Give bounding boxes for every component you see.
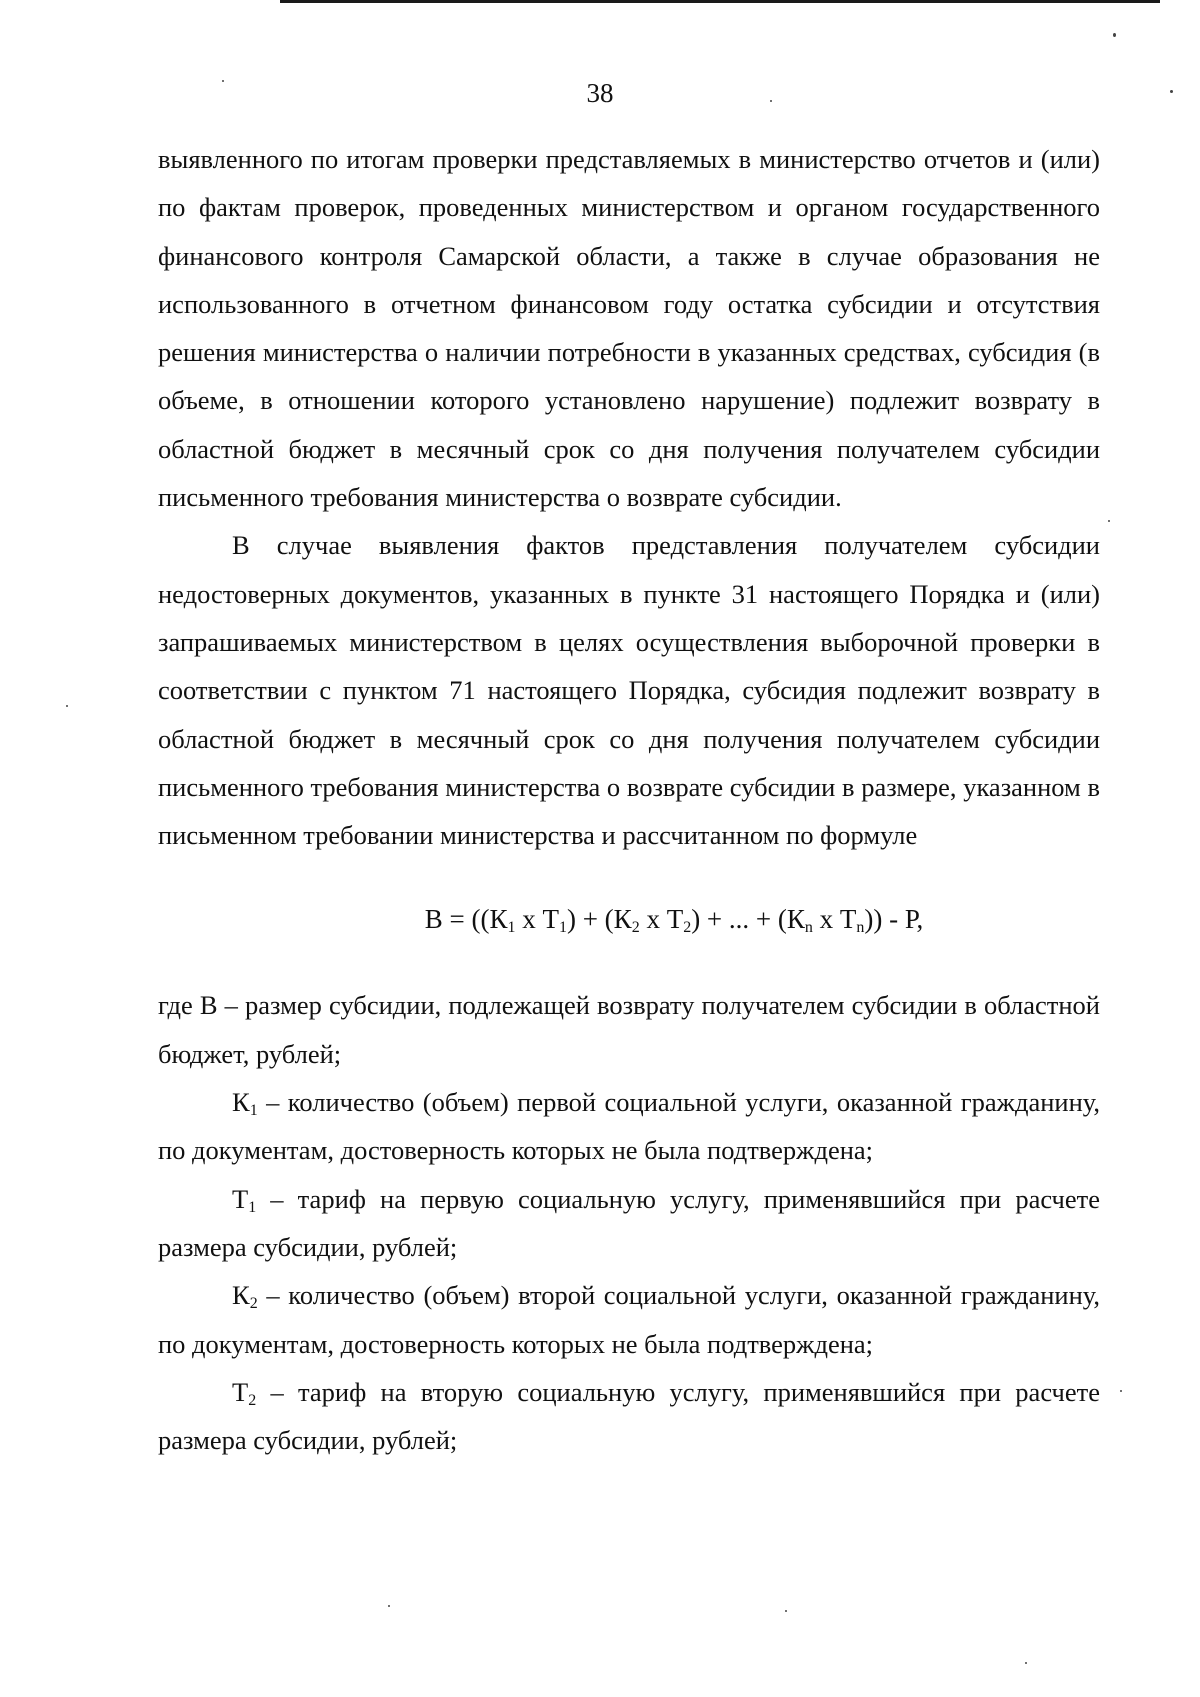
- definition-t2: [158, 1368, 1100, 1465]
- scan-speck: [1025, 1662, 1027, 1664]
- paragraph-return-conditions: выявленного по итогам проверки представляемых в министерство отчетов и (или) по фактам проверок, проведенных министерством и органом государственного финансового контроля Самарской области, а также в случае образования не использованного в отчетном финансовом году остатка субсидии и отсутствия решения министерства о наличии потребности в указанных средствах, субсидия (в объеме, в отношении которого установлено нарушение) подлежит возврату в областной бюджет в месячный срок со дня получения получателем субсидии письменного требования министерства о возврате субсидии.: [158, 144, 1100, 513]
- formula-subscript: n: [804, 919, 813, 937]
- formula-subscript: 1: [507, 919, 516, 937]
- formula-subscript: 1: [558, 919, 567, 937]
- scan-speck: [1120, 1390, 1122, 1392]
- formula-part: ) + ... + (К: [691, 904, 805, 935]
- scan-speck: [222, 80, 224, 82]
- definition-k2: [158, 1271, 1100, 1368]
- scan-speck: [1108, 520, 1110, 522]
- formula-subscript: 2: [631, 919, 640, 937]
- formula-subscript: 2: [683, 919, 692, 937]
- top-border-line: [280, 0, 1160, 3]
- formula-part: ) + (К: [566, 904, 632, 935]
- symbol-t1-subscript: 1: [248, 1198, 257, 1216]
- definition-t1-text: – тариф на первую социальную услугу, применявшийся при расчете размера субсидии, рублей;: [158, 1183, 1100, 1262]
- paragraph-false-documents: В случае выявления фактов представления получателем субсидии недостоверных документов, указанных в пункте 31 настоящего Порядка и (или) запрашиваемых министерством в целях осуществления выборочной проверки в соответствии с пунктом 71 настоящего Порядка, субсидия подлежит возврату в областной бюджет в месячный срок со дня получения получателем субсидии письменного требования министерства о возврате субсидии в размере, указанном в письменном требовании министерства и рассчитанном по формуле: [158, 530, 1100, 851]
- scan-speck: [770, 100, 772, 102]
- page-number: 38: [586, 78, 614, 108]
- formula-part: х Т: [639, 904, 684, 935]
- definition-k1: [158, 1078, 1100, 1175]
- scan-speck: [1113, 33, 1116, 37]
- symbol-t2-subscript: 2: [248, 1391, 257, 1409]
- return-amount-formula: [158, 895, 1100, 943]
- definition-k2-text: – количество (объем) второй социальной услуги, оказанной гражданину, по документам, достоверность которых не была подтверждена;: [158, 1280, 1100, 1359]
- definition-b: где В – размер субсидии, подлежащей возврату получателем субсидии в областной бюджет, рублей;: [158, 990, 1100, 1069]
- scan-speck: [785, 1610, 787, 1612]
- document-body: [158, 135, 1100, 1464]
- symbol-k1: К: [232, 1087, 250, 1118]
- symbol-t1: Т: [232, 1183, 249, 1214]
- formula-part: В = ((К: [424, 904, 508, 935]
- symbol-k2-subscript: 2: [249, 1295, 258, 1313]
- definition-t1: [158, 1175, 1100, 1272]
- definition-k1-text: – количество (объем) первой социальной услуги, оказанной гражданину, по документам, достоверность которых не была подтверждена;: [158, 1087, 1100, 1166]
- scan-speck: [1170, 90, 1173, 93]
- formula-part: х Т: [515, 904, 559, 935]
- formula-part: х Т: [812, 904, 857, 935]
- symbol-k1-subscript: 1: [249, 1102, 258, 1120]
- scan-speck: [66, 705, 68, 707]
- formula-subscript: n: [856, 919, 865, 937]
- symbol-k2: К: [232, 1280, 250, 1311]
- scan-speck: [388, 1605, 390, 1607]
- definition-t2-text: – тариф на вторую социальную услугу, применявшийся при расчете размера субсидии, рублей;: [158, 1376, 1100, 1456]
- formula-part: )) - Р,: [864, 904, 924, 935]
- symbol-t2: Т: [232, 1376, 249, 1407]
